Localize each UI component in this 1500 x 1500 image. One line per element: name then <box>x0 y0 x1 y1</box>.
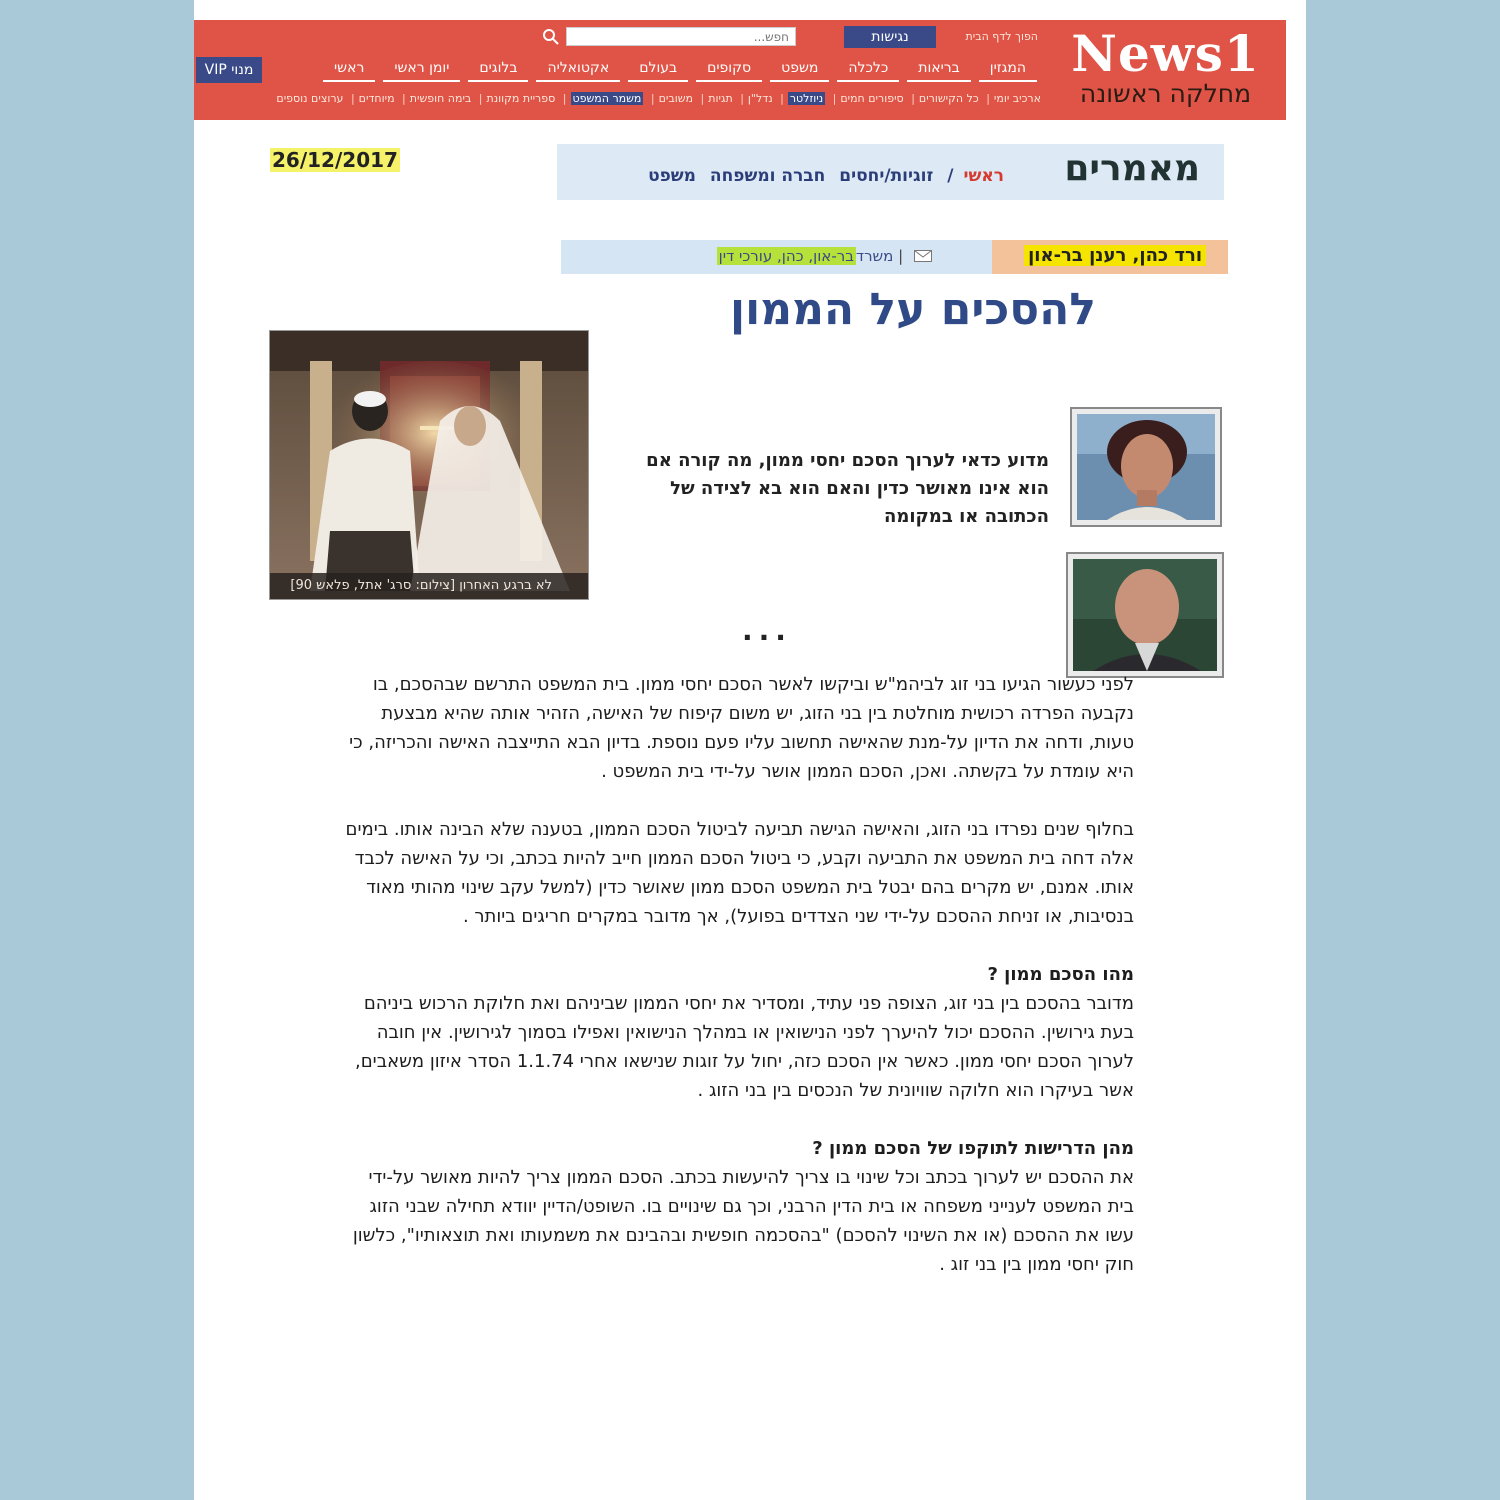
nav-item-magazine[interactable]: המגזין <box>979 56 1037 82</box>
article-body <box>344 670 1134 1308</box>
article-date: 26/12/2017 <box>272 148 398 172</box>
author-name-box <box>992 240 1228 274</box>
sub-nav-item[interactable]: תגיות <box>708 92 733 105</box>
author-office <box>717 247 938 265</box>
sub-nav-item[interactable]: משובים <box>658 92 694 105</box>
body-subheading: מהן הדרישות לתוקפו של הסכם ממון ? <box>812 1138 1134 1159</box>
separator: | <box>832 92 837 105</box>
site-header <box>194 20 1286 120</box>
ellipsis: ... <box>742 614 792 647</box>
wedding-photo <box>269 330 589 600</box>
body-paragraph: מדובר בהסכם בין בני זוג, הצופה פני עתיד, ומסדיר את יחסי הממון שביניהם ואת חלוקת הרכוש ביניהם בעת גירושין. ההסכם יכול להיערך לפני הנישואין או במהלך הנישואין ואפילו בסמוך לגירושין. אין חובה לערוך הסכם יחסי ממון. כאשר אין הסכם כזה, יחול על זוגות שנישאו אחרי 1.1.74 הסדר איזון משאבים, אשר בעיקרו הוא חלוקה שוויונית של הנכסים בין בני הזוג . <box>355 993 1134 1101</box>
portrait-image <box>1077 414 1215 520</box>
separator: | <box>740 92 744 105</box>
header-top-row <box>194 26 1046 50</box>
wedding-photo-image <box>270 331 588 599</box>
separator: | <box>986 92 990 105</box>
nav-item-law[interactable]: משפט <box>770 56 829 82</box>
nav-item-daily[interactable]: יומן ראשי <box>383 56 460 82</box>
breadcrumb <box>644 166 1004 186</box>
set-homepage-link[interactable]: הפוך לדף הבית <box>965 30 1038 43</box>
sub-nav-item[interactable]: ניוזלטר <box>789 92 824 105</box>
site-logo[interactable] <box>1063 24 1268 108</box>
sub-nav-item[interactable]: סיפורים חמים <box>840 92 904 105</box>
author-portrait-man <box>1066 552 1224 678</box>
article-teaser: מדוע כדאי לערוך הסכם יחסי ממון, מה קורה אם הוא אינו מאושר כדין והאם הוא בא לצידה של הכתובה או במקומה <box>646 450 1049 527</box>
author-portrait-woman <box>1070 407 1222 527</box>
office-name[interactable]: בר-און, כהן, עורכי דין <box>718 247 854 265</box>
separator: | <box>911 92 915 105</box>
sub-nav-item[interactable]: ארכיב יומי <box>993 92 1041 105</box>
article-headline: להסכים על הממון <box>730 284 1096 335</box>
separator: | <box>700 92 705 105</box>
separator: | <box>402 92 406 105</box>
nav-item-current[interactable]: אקטואליה <box>536 56 620 82</box>
sub-nav-item[interactable]: ערוצים נוספים <box>276 92 344 105</box>
main-nav <box>319 56 1041 82</box>
separator: | <box>780 92 784 105</box>
section-title: מאמרים <box>1064 148 1200 189</box>
sub-nav-item[interactable]: בימה חופשית <box>409 92 472 105</box>
office-label: משרד <box>855 247 894 265</box>
breadcrumb-item[interactable]: זוגיות/יחסים <box>839 166 934 186</box>
breadcrumb-item[interactable]: חברה ומשפחה <box>709 166 826 186</box>
body-paragraph: בחלוף שנים נפרדו בני הזוג, והאישה הגישה תביעה לביטול הסכם הממון, בטענה שלא הבינה אותו. בימים אלה דחה בית המשפט את התביעה וקבע, כי ביטול הסכם הממון חייב להיות בכתב, וכי על האישה לכבד אותו. אמנם, יש מקרים בהם יבטל בית המשפט הסכם ממון שאושר כדין (למשל עקב שינוי מהותי מאוד בנסיבות, או זניחת ההסכם על-ידי שני הצדדים בפועל), אך מדובר במקרים חריגים ביותר . <box>345 819 1134 927</box>
separator: | <box>478 92 483 105</box>
nav-item-blogs[interactable]: בלוגים <box>468 56 528 82</box>
sub-nav-item[interactable]: נדל"ן <box>747 92 773 105</box>
nav-item-world[interactable]: בעולם <box>628 56 688 82</box>
body-paragraph: את ההסכם יש לערוך בכתב וכל שינוי בו צריך להיעשות בכתב. הסכם הממון צריך להיות מאושר על-ידי בית המשפט לענייני משפחה או בית הדין הרבני, וכך גם שינויים בו. השופט/הדיין יוודא תחילה שבני הזוג עשו את ההסכם (או את השינוי להסכם) "בהסכמה חופשית ובהבינם את משמעותו ואת תוצאותיו", כלשון חוק יחסי ממון בין בני זוג . <box>352 1167 1134 1275</box>
vip-subscription-button[interactable]: מנוי VIP <box>196 57 262 83</box>
mail-icon[interactable] <box>914 250 932 262</box>
breadcrumb-item[interactable]: משפט <box>648 166 696 186</box>
nav-item-economy[interactable]: כלכלה <box>837 56 899 82</box>
portrait-image <box>1073 559 1217 671</box>
body-subheading: מהו הסכם ממון ? <box>987 964 1134 985</box>
body-paragraph: לפני כעשור הגיעו בני זוג לביהמ"ש וביקשו לאשר הסכם יחסי ממון. בית המשפט התרשם שבהסכם, בו נקבעה הפרדה רכושית מוחלטת בין בני הזוג, יש משום קיפוח של האישה, הזהיר אותה שהיא מבצעת טעות, ודחה את הדיון על-מנת שהאישה תחשוב עליו פעם נוספת. בדיון הבא התייצבה האישה והכריזה, כי היא עומדת על בקשתה. ואכן, הסכם הממון אושר על-ידי בית המשפט . <box>349 674 1134 782</box>
breadcrumb-separator: / <box>947 166 954 186</box>
office-separator: | <box>898 247 904 265</box>
nav-item-scoops[interactable]: סקופים <box>696 56 762 82</box>
photo-caption: לא ברגע האחרון [צילום: סרג' אתל, פלאש 90] <box>270 573 588 599</box>
separator: | <box>562 92 567 105</box>
breadcrumb-home[interactable]: ראשי <box>963 166 1004 186</box>
accessibility-button[interactable]: נגישות <box>844 26 936 48</box>
page <box>194 0 1306 1500</box>
sub-nav <box>194 90 1041 108</box>
section-bar <box>557 144 1224 200</box>
nav-item-home[interactable]: ראשי <box>323 56 375 82</box>
author-names[interactable]: ורד כהן, רענן בר-און <box>1024 245 1206 266</box>
separator: | <box>350 92 355 105</box>
search-icon[interactable] <box>542 28 560 46</box>
sub-nav-item[interactable]: משמר המשפט <box>572 92 642 105</box>
logo-main-text: News1 <box>1071 24 1260 83</box>
nav-item-health[interactable]: בריאות <box>907 56 971 82</box>
separator: | <box>650 92 655 105</box>
sub-nav-item[interactable]: כל הקישורים <box>918 92 979 105</box>
author-bar <box>561 240 1228 274</box>
search-input[interactable] <box>566 27 796 46</box>
sub-nav-item[interactable]: מיוחדים <box>358 92 395 105</box>
sub-nav-item[interactable]: ספריית מקוונת <box>486 92 556 105</box>
logo-sub-text: מחלקה ראשונה <box>1079 79 1252 108</box>
